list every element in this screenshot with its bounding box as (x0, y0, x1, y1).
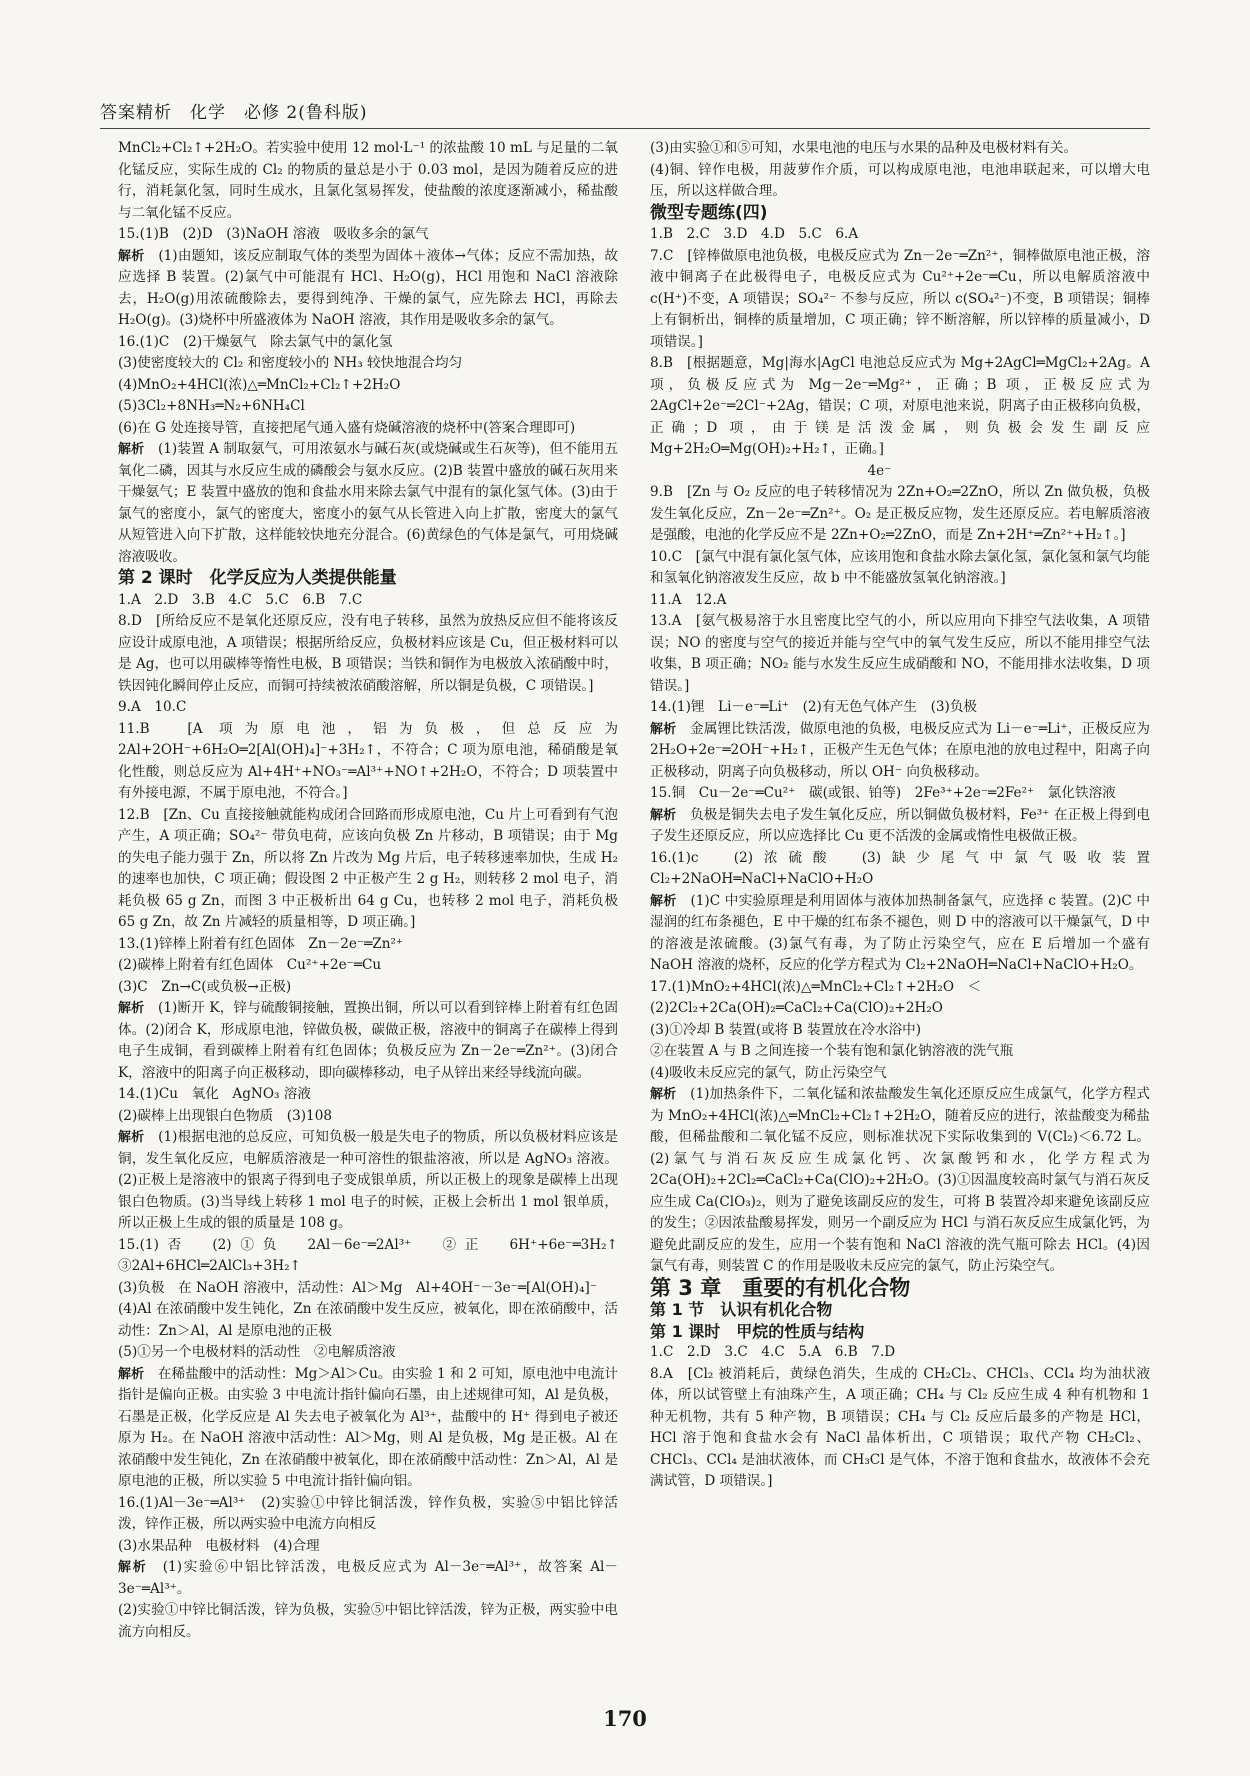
answer-line: 15.(1)否 (2)①负 2Al－6e⁻═2Al³⁺ ②正 6H⁺+6e⁻═3H₂↑ ③2Al+6HCl═2AlCl₃+3H₂↑ (118, 1236, 632, 1274)
answer-line: (2)碳棒上出现银白色物质 (3)108 (118, 1107, 332, 1124)
section-heading: 第 1 课时 甲烷的性质与结构 (650, 1321, 865, 1341)
analysis-label: 解析 (118, 1130, 145, 1145)
analysis-label: 解析 (118, 248, 145, 264)
answer-line: 8.D [所给反应不是氧化还原反应，没有电子转移，虽然为放热反应但不能将该反应设计成原电池，A 项错误；根据所给反应，负极材料应该是 Cu，但正极材料可以是 Ag，也可以用碳棒等惰性电极，B 项错误；当铁和铜作为电极放入浓硝酸中时，铁因钝化瞬间停止反应，而铜可持续被浓硝酸溶解，所以铜是负极，C 项错误。] (118, 613, 618, 694)
answer-line: 13.(1)锌棒上附着有红色固体 Zn－2e⁻═Zn²⁺ (118, 935, 404, 952)
analysis-label: 解析 (650, 1087, 677, 1102)
answer-line: (3)水果品种 电极材料 (4)合理 (118, 1537, 320, 1554)
analysis-paragraph (650, 891, 1150, 977)
answer-line: 14.(1)锂 Li－e⁻═Li⁺ (2)有无色气体产生 (3)负极 (650, 699, 978, 715)
analysis-paragraph (650, 719, 1150, 784)
answer-line: 4e⁻ (650, 462, 892, 479)
analysis-label: 解析 (118, 1560, 148, 1575)
answer-line: (2)实验①中锌比铜活泼，锌为负极，实验⑤中铝比锌活泼，锌为正极，两实验中电流方向相反。 (118, 1602, 618, 1640)
analysis-paragraph (118, 1127, 618, 1235)
analysis-label: 解析 (118, 1366, 145, 1382)
answer-line: (3)①冷却 B 装置(或将 B 装置放在冷水浴中) (650, 1021, 922, 1038)
answer-line: (3)由实验①和⑤可知，水果电池的电压与水果的品种及电极材料有关。 (650, 140, 1078, 156)
analysis-label: 解析 (118, 1001, 145, 1016)
answer-line: 16.(1)C (2)干燥氨气 除去氯气中的氯化氢 (118, 333, 393, 350)
answer-line: (5)3Cl₂+8NH₃═N₂+6NH₄Cl (118, 398, 305, 414)
answer-line: 8.B [根据题意，Mg|海水|AgCl 电池总反应式为 Mg+2AgCl═MgCl₂+2Ag。A 项，负极反应式为 Mg－2e⁻═Mg²⁺，正确；B 项，正极反应式为 2AgCl+2e⁻═2Cl⁻+2Ag，错误；C 项，对原电池来说，阴离子由正极移向负极，正确；D 项，由于镁是活泼金属，则负极会发生副反应 Mg+2H₂O═Mg(OH)₂+H₂↑，正确。] (650, 355, 1150, 457)
analysis-text: (1)由题知，该反应制取气体的类型为固体＋液体→气体；反应不需加热，故应选择 B 装置。(2)氯气中可能混有 HCl、H₂O(g)，HCl 用饱和 NaCl 溶液除去，H₂O(g)用浓硫酸除去，要得到纯净、干燥的氯气，应先除去 HCl，再除去 H₂O(g)。(3)烧杯中所盛液体为 NaOH 溶液，其作用是吸收多余的氯气。 (118, 247, 618, 328)
answer-line: 9.B [Zn 与 O₂ 反应的电子转移情况为 2Zn+O₂═2ZnO，所以 Zn 做负极，负极发生氧化反应，Zn－2e⁻═Zn²⁺。O₂ 是正极反应物，发生还原反应。若电解质溶液是强酸，电池的化学反应不是 2Zn+O₂═2ZnO，而是 Zn+2H⁺═Zn²⁺+H₂↑。] (650, 484, 1150, 543)
section-heading: 微型专题练(四) (650, 202, 768, 223)
answer-line: 1.A 2.D 3.B 4.C 5.C 6.B 7.C (118, 591, 363, 608)
answer-line: 7.C [锌棒做原电池负极，电极反应式为 Zn－2e⁻═Zn²⁺，铜棒做原电池正极，溶液中铜离子在此极得电子，电极反应式为 Cu²⁺+2e⁻═Cu，所以电解质溶液中 c(H⁺)不变，A 项错误；SO₄²⁻ 不参与反应，所以 c(SO₄²⁻)不变，B 项错误；铜棒上有铜析出，铜棒的质量增加，C 项正确；锌不断溶解，所以锌棒的质量减小，D 项错误。] (650, 247, 1150, 350)
analysis-text: (1)装置 A 制取氨气，可用浓氨水与碱石灰(或烧碱或生石灰等)，但不能用五氧化二磷，因其与水反应生成的磷酸会与氨水反应。(2)B 装置中盛放的碱石灰用来干燥氨气；E 装置中盛放的饱和食盐水用来除去氯气中混有的氯化氢气体。(3)由于氯气的密度小，氯气的密度大，密度小的氨气从长管进入向上扩散，密度大的氯气从短管进入向下扩散，这样能较快地充分混合。(6)黄绿色的气体是氯气，可用烧碱溶液吸收。 (118, 441, 618, 565)
analysis-paragraph (118, 1557, 618, 1600)
analysis-label: 解析 (650, 807, 677, 823)
analysis-paragraph (118, 998, 618, 1084)
analysis-paragraph (118, 439, 618, 568)
answer-line: (4)MnO₂+4HCl(浓)△═MnCl₂+Cl₂↑+2H₂O (118, 376, 401, 393)
answer-line: 15.(1)B (2)D (3)NaOH 溶液 吸收多余的氯气 (118, 226, 429, 242)
answer-line: 16.(1)Al－3e⁻═Al³⁺ (2)实验①中锌比铜活泼，锌作负极，实验⑤中铝比锌活泼，锌作正极，所以两实验中电流方向相反 (118, 1494, 618, 1532)
right-column (650, 138, 1164, 1493)
answer-line: 13.A [氨气极易溶于水且密度比空气的小，所以应用向下排空气法收集，A 项错误；NO 的密度与空气的接近并能与空气中的氧气发生反应，所以不能用排空气法收集，B 项正确；NO₂ 能与水发生反应生成硝酸和 NO，不能用排水法收集，D 项错误。] (650, 613, 1150, 694)
left-column (118, 138, 632, 1643)
answer-line: 11.B [A 项为原电池，铝为负极，但总反应为 2Al+2OH⁻+6H₂O═2[Al(OH)₄]⁻+3H₂↑，不符合；C 项为原电池，稀硝酸是氧化性酸，则总反应为 Al+4H⁺+NO₃⁻═Al³⁺+NO↑+2H₂O，不符合；D 项装置中有外接电源，不属于原电池，不符合。] (118, 720, 618, 801)
answer-line: (5)①另一个电极材料的活动性 ②电解质溶液 (118, 1344, 396, 1360)
answer-line: 8.A [Cl₂ 被消耗后，黄绿色消失，生成的 CH₂Cl₂、CHCl₃、CCl₄ 均为油状液体，所以试管壁上有油珠产生，A 项正确；CH₄ 与 Cl₂ 反应生成 4 种有机物和 1 种无机物，共有 5 种产物，B 项错误；CH₄ 与 Cl₂ 反应后最多的产物是 HCl，HCl 溶于饱和食盐水会有 NaCl 晶体析出，C 项错误；取代产物 CH₂Cl₂、CHCl₃、CCl₄ 是油状液体，而 CH₃Cl 是气体，不溶于饱和食盐水，故液体不会充满试管，D 项错误。] (650, 1365, 1150, 1489)
analysis-text: 负极是铜失去电子发生氧化反应，所以铜做负极材料，Fe³⁺ 在正极上得到电子发生还原反应，所以应选择比 Cu 更不活泼的金属或惰性电极做正极。 (650, 806, 1150, 844)
answer-line: 11.A 12.A (650, 591, 727, 608)
page-header: 答案精析 化学 必修 2(鲁科版) (100, 103, 368, 123)
answer-line: 10.C [氯气中混有氯化氢气体，应该用饱和食盐水除去氯化氢，氯化氢和氯气均能和氢氧化钠溶液发生反应，故 b 中不能盛放氢氧化钠溶液。] (650, 548, 1150, 586)
answer-line: (4)铜、锌作电极，用菠萝作介质，可以构成原电池，电池串联起来，可以增大电压，所以这样做合理。 (650, 161, 1150, 199)
analysis-text: (1)加热条件下，二氧化锰和浓盐酸发生氧化还原反应生成氯气，化学方程式为 MnO₂+4HCl(浓)△═MnCl₂+Cl₂↑+2H₂O，随着反应的进行，浓盐酸变为稀盐酸，但稀盐酸和二氧化锰不反应，则标准状况下实际收集到的 V(Cl₂)＜6.72 L。(2)氯气与消石灰反应生成氯化钙、次氯酸钙和水，化学方程式为 2Ca(OH)₂+2Cl₂═CaCl₂+Ca(ClO)₂+2H₂O。(3)①因温度较高时氯气与消石灰反应生成 Ca(ClO₃)₂，则为了避免该副反应的发生，可将 B 装置冷却来避免该副反应的发生；②因浓盐酸易挥发，则另一个副反应为 HCl 与消石灰反应生成氯化钙，为避免此副反应的发生，应用一个装有饱和 NaCl 溶液的洗气瓶可除去 HCl。(4)因氯气有毒，则装置 C 的作用是吸收未反应完的氯气，防止污染空气。 (650, 1086, 1150, 1274)
section-heading: 第 3 章 重要的有机化合物 (650, 1275, 911, 1300)
analysis-text: (1)C 中实验原理是利用固体与液体加热制备氯气，应选择 c 装置。(2)C 中湿润的红布条褪色，E 中干燥的红布条不褪色，则 D 中的溶液可以干燥氯气，D 中的溶液是浓硫酸。(3)氯气有毒，为了防止污染空气，应在 E 后增加一个盛有 NaOH 溶液的烧杯，反应的化学方程式为 Cl₂+2NaOH═NaCl+NaClO+H₂O。 (650, 892, 1150, 973)
answer-line: 1.B 2.C 3.D 4.D 5.C 6.A (650, 226, 859, 242)
analysis-label: 解析 (118, 442, 145, 457)
answer-line: (4)吸收未反应完的氯气，防止污染空气 (650, 1064, 887, 1081)
answer-line: (4)Al 在浓硝酸中发生钝化，Zn 在浓硝酸中发生反应，被氧化，即在浓硝酸中，活动性：Zn＞Al，Al 是原电池的正极 (118, 1301, 618, 1339)
analysis-text: 金属锂比铁活泼，做原电池的负极，电极反应式为 Li－e⁻═Li⁺，正极反应为 2H₂O+2e⁻═2OH⁻+H₂↑，正极产生无色气体；在原电池的放电过程中，阳离子向正极移动，阴离子向负极移动，所以 OH⁻ 向负极移动。 (650, 720, 1151, 780)
answer-line: (2)碳棒上附着有红色固体 Cu²⁺+2e⁻═Cu (118, 957, 382, 973)
analysis-text: 在稀盐酸中的活动性：Mg＞Al＞Cu。由实验 1 和 2 可知，原电池中电流计指针是偏向正极。由实验 3 中电流计指针偏向石墨，由上述规律可知，Al 是负极，石墨是正极，化学反应是 Al 失去电子被氧化为 Al³⁺，盐酸中的 H⁺ 得到电子被还原为 H₂。在 NaOH 溶液中活动性：Al＞Mg，则 Al 是负极，Mg 是正极。Al 在浓硝酸中发生钝化，Zn 在浓硝酸中被氧化，即在浓硝酸中活动性：Zn＞Al，Al 是原电池的正极，所以实验 5 中电流计指针偏向铝。 (118, 1365, 618, 1489)
answer-line: (6)在 G 处连接导管，直接把尾气通入盛有烧碱溶液的烧杯中(答案合理即可) (118, 419, 576, 436)
answer-line: 1.C 2.D 3.C 4.C 5.A 6.B 7.D (650, 1344, 896, 1360)
section-heading: 第 1 节 认识有机化合物 (650, 1300, 833, 1319)
answer-line: ②在装置 A 与 B 之间连接一个装有饱和氯化钠溶液的洗气瓶 (650, 1043, 1014, 1059)
answer-line: 17.(1)MnO₂+4HCl(浓)△═MnCl₂+Cl₂↑+2H₂O ＜ (650, 978, 982, 995)
analysis-paragraph (118, 1364, 618, 1493)
analysis-paragraph (650, 805, 1150, 848)
analysis-paragraph (650, 1084, 1150, 1278)
answer-line: 14.(1)Cu 氧化 AgNO₃ 溶液 (118, 1086, 311, 1102)
analysis-text: (1)根据电池的总反应，可知负极一般是失电子的物质，所以负极材料应该是铜，发生氧化反应，电解质溶液是一种可溶性的银盐溶液，所以是 AgNO₃ 溶液。(2)正极上是溶液中的银离子得到电子变成银单质，所以正极上的现象是碳棒上出现银白色物质。(3)当导线上转移 1 mol 电子的时候，正极上会析出 1 mol 银单质，所以正极上生成的银的质量是 108 g。 (118, 1129, 618, 1231)
page-number: 170 (603, 1706, 647, 1731)
answer-line: 12.B [Zn、Cu 直接接触就能构成闭合回路而形成原电池，Cu 片上可看到有气泡产生，A 项正确；SO₄²⁻ 带负电荷，应该向负极 Zn 片移动，B 项错误；由于 Mg 的失电子能力强于 Zn，所以将 Zn 片改为 Mg 片后，电子转移速率加快，生成 H₂ 的速率也加快，C 项正确；假设图 2 中正极产生 2 g H₂，则转移 2 mol 电子，消耗负极 65 g Zn，而图 3 中正极析出 64 g Cu，也转移 2 mol 电子，消耗负极 65 g Zn，故 Zn 片减轻的质量相等，D 项正确。] (118, 806, 618, 930)
header-rule (100, 128, 1150, 129)
answer-line: (3)使密度较大的 Cl₂ 和密度较小的 NH₃ 较快地混合均匀 (118, 355, 463, 371)
answer-line: (2)2Cl₂+2Ca(OH)₂═CaCl₂+Ca(ClO)₂+2H₂O (650, 1000, 943, 1016)
answer-line: (3)C Zn→C(或负极→正极) (118, 978, 292, 995)
analysis-text: (1)断开 K，锌与硫酸铜接触，置换出铜，所以可以看到锌棒上附着有红色固体。(2)闭合 K，形成原电池，锌做负极，碳做正极，溶液中的铜离子在碳棒上得到电子生成铜，看到碳棒上附着有红色固体；负极反应为 Zn－2e⁻═Zn²⁺。(3)闭合 K，溶液中的阳离子向正极移动，即向碳棒移动，电子从锌出来经导线流向碳。 (118, 1000, 618, 1081)
analysis-label: 解析 (650, 893, 677, 909)
section-heading: 第 2 课时 化学反应为人类提供能量 (118, 568, 397, 588)
answer-line: (3)负极 在 NaOH 溶液中，活动性：Al＞Mg Al+4OH⁻－3e⁻═[Al(OH)₄]⁻ (118, 1279, 598, 1296)
answer-line: MnCl₂+Cl₂↑+2H₂O。若实验中使用 12 mol·L⁻¹ 的浓盐酸 10 mL 与足量的二氧化锰反应，实际生成的 Cl₂ 的物质的量总是小于 0.03 mol，是因为随着反应的进行，消耗氯化氢，同时生成水，且氯化氢易挥发，使盐酸的浓度逐渐减小，稀盐酸与二氧化锰不反应。 (118, 140, 618, 221)
answer-line: 16.(1)c (2)浓硫酸 (3)缺少尾气中氯气吸收装置 Cl₂+2NaOH═NaCl+NaClO+H₂O (650, 849, 1164, 887)
analysis-text: (1)实验⑥中铝比锌活泼，电极反应式为 Al－3e⁻═Al³⁺，故答案 Al－3e⁻═Al³⁺。 (118, 1559, 618, 1597)
analysis-paragraph (118, 246, 618, 332)
analysis-label: 解析 (650, 721, 677, 737)
answer-line: 9.A 10.C (118, 699, 187, 715)
answer-line: 15.铜 Cu－2e⁻═Cu²⁺ 碳(或银、铂等) 2Fe³⁺+2e⁻═2Fe²⁺ 氯化铁溶液 (650, 785, 1116, 801)
